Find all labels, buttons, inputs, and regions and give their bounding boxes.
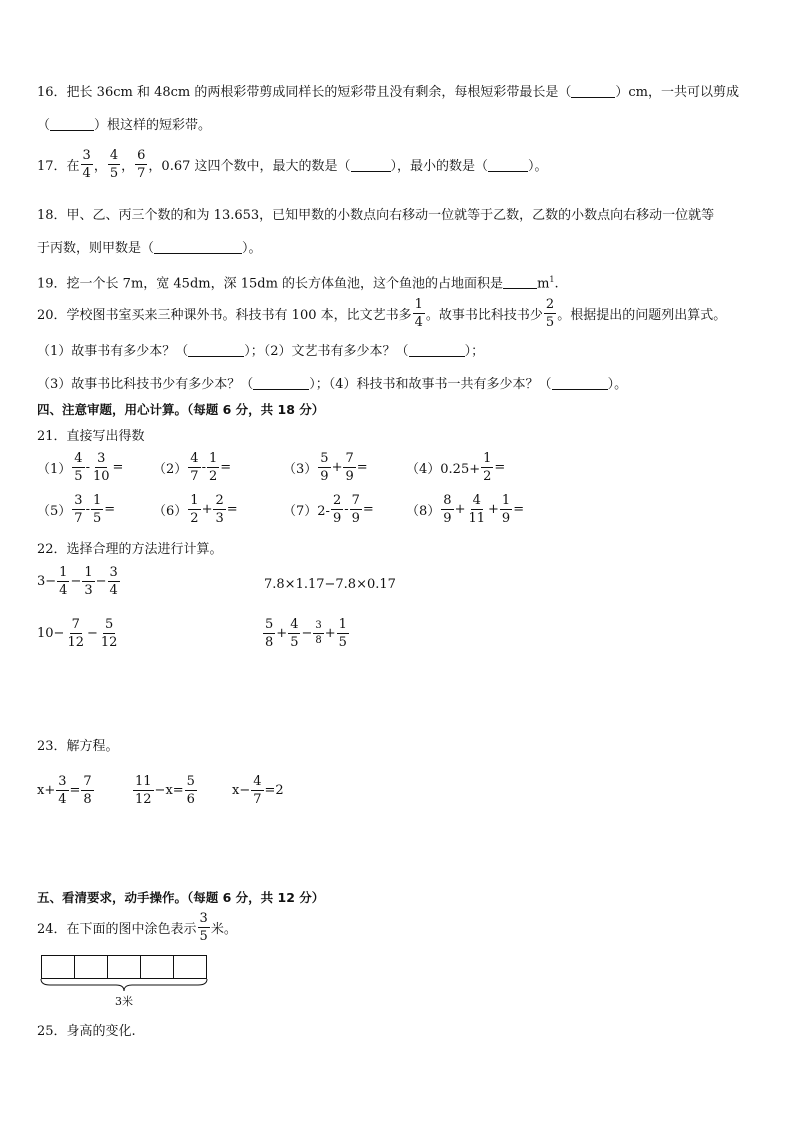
q22-expr-2: 7.8×1.17−7.8×0.17 bbox=[264, 577, 396, 592]
q20-sub2: ）；（2）文艺书有多少本？（ bbox=[244, 344, 409, 359]
q24-tail: 米。 bbox=[210, 922, 237, 937]
q20-lead: 20．学校图书室买来三种课外书。科技书有 100 本，比文艺书多 bbox=[37, 308, 412, 323]
q21-item-5: （5） $\frac{3}{7}$ - $\frac{1}{5}$ = bbox=[37, 493, 116, 526]
answer-blank[interactable] bbox=[351, 157, 391, 172]
question-16-line1 bbox=[37, 83, 739, 102]
q17-tail: ）。 bbox=[528, 159, 548, 174]
question-20-sub-a bbox=[37, 342, 484, 361]
q16-text-c: （ bbox=[37, 118, 51, 133]
question-19 bbox=[37, 271, 559, 293]
strip-3-meters bbox=[41, 955, 207, 979]
q23-equation-3: x− $\frac{4}{7}$ =2 bbox=[232, 774, 284, 807]
fraction: $\frac{6}{7}$ bbox=[137, 148, 146, 181]
q20-sub1: （1）故事书有多少本？（ bbox=[37, 344, 189, 359]
question-23-title: 23．解方程。 bbox=[37, 739, 119, 754]
answer-blank[interactable] bbox=[253, 375, 309, 390]
q19-tail: . bbox=[554, 276, 559, 292]
answer-blank[interactable] bbox=[503, 274, 537, 289]
q22-expr-1: 3− $\frac{1}{4}$ − $\frac{1}{3}$ − $\frac{3}{4}$ bbox=[37, 565, 118, 598]
fraction: $\frac{4}{5}$ bbox=[109, 148, 119, 181]
question-20 bbox=[37, 298, 726, 329]
q20-sub4: ）；（4）科技书和故事书一共有多少本？（ bbox=[309, 377, 552, 392]
answer-blank[interactable] bbox=[154, 239, 242, 254]
q18-tail: ）。 bbox=[242, 241, 262, 256]
answer-blank[interactable] bbox=[488, 157, 528, 172]
q19-lead: 19．挖一个长 7m，宽 45dm，深 15dm 的长方体鱼池，这个鱼池的占地面积是 bbox=[37, 276, 504, 292]
q17-mid2: ），最小的数是（ bbox=[390, 159, 489, 174]
fraction: $\frac{3}{5}$ bbox=[199, 911, 208, 944]
question-22-title: 22．选择合理的方法进行计算。 bbox=[37, 542, 223, 557]
q23-equation-1: x+ $\frac{3}{4}$ = $\frac{7}{8}$ bbox=[37, 774, 92, 807]
q21-item-7: （7）2- $\frac{2}{9}$ - $\frac{7}{9}$ = bbox=[283, 493, 374, 526]
q21-item-4: （4）0.25+ $\frac{1}{2}$ = bbox=[406, 451, 506, 484]
fraction: $\frac{2}{5}$ bbox=[545, 297, 555, 330]
q19-unit: m bbox=[537, 276, 550, 292]
answer-blank[interactable] bbox=[409, 342, 465, 357]
question-17 bbox=[37, 149, 548, 180]
answer-blank[interactable] bbox=[188, 342, 244, 357]
brace-label: 3米 bbox=[115, 995, 133, 1008]
q17-mid: ，0.67 这四个数中，最大的数是（ bbox=[148, 159, 351, 174]
answer-blank[interactable] bbox=[571, 83, 615, 98]
strip-cell[interactable] bbox=[107, 955, 141, 979]
brace-icon bbox=[40, 978, 208, 992]
q20-tail: 。根据提出的问题列出算式。 bbox=[557, 308, 727, 323]
q20-sub3: （3）故事书比科技书少有多少本？（ bbox=[37, 377, 254, 392]
q20-sub2-end: ）； bbox=[464, 344, 485, 359]
question-18-line2 bbox=[37, 239, 262, 258]
strip-cell[interactable] bbox=[74, 955, 108, 979]
q21-item-1: （1） $\frac{4}{5}$ - $\frac{3}{10}$ = bbox=[37, 451, 124, 484]
section-5-heading: 五、看清要求，动手操作。（每题 6 分，共 12 分） bbox=[37, 890, 325, 905]
q21-item-3: （3） $\frac{5}{9}$ + $\frac{7}{9}$ = bbox=[283, 451, 368, 484]
q21-item-2: （2） $\frac{4}{7}$ - $\frac{1}{2}$ = bbox=[153, 451, 232, 484]
q22-expr-3: 10− $\frac{7}{12}$ − $\frac{5}{12}$ bbox=[37, 617, 118, 650]
q19-sup: 1 bbox=[549, 275, 555, 284]
q22-expr-4: $\frac{5}{8}$ + $\frac{4}{5}$ − $\frac{3}{8}$ + $\frac{1}{5}$ bbox=[265, 617, 347, 650]
answer-blank[interactable] bbox=[552, 375, 608, 390]
q21-item-8: （8） $\frac{8}{9}$ + $\frac{4}{11}$ + $\frac{1}{9}$ = bbox=[406, 493, 525, 526]
q18-lead: 于丙数，则甲数是（ bbox=[37, 241, 155, 256]
q20-sub4-end: ）。 bbox=[607, 377, 628, 392]
fraction: $\frac{1}{4}$ bbox=[414, 297, 423, 330]
q24-lead: 24．在下面的图中涂色表示 bbox=[37, 922, 197, 937]
q16-text-b: ）cm，一共可以剪成 bbox=[615, 85, 739, 100]
question-21-title: 21．直接写出得数 bbox=[37, 429, 145, 444]
comma: ， bbox=[93, 159, 107, 174]
q20-mid: 。故事书比科技书少 bbox=[425, 308, 543, 323]
strip-cell[interactable] bbox=[173, 955, 207, 979]
question-16-line2 bbox=[37, 116, 211, 135]
q23-equation-2: $\frac{11}{12}$ −x= $\frac{5}{6}$ bbox=[135, 774, 195, 807]
answer-blank[interactable] bbox=[50, 116, 94, 131]
q16-text-a: 16．把长 36cm 和 48cm 的两根彩带剪成同样长的短彩带且没有剩余，每根短彩带最长是（ bbox=[37, 85, 572, 100]
question-20-sub-b bbox=[37, 375, 627, 394]
q17-lead: 17．在 bbox=[37, 159, 80, 174]
strip-cell[interactable] bbox=[140, 955, 174, 979]
comma: ， bbox=[121, 159, 135, 174]
section-4-heading: 四、注意审题，用心计算。（每题 6 分，共 18 分） bbox=[37, 402, 325, 417]
fraction: $\frac{3}{4}$ bbox=[82, 148, 91, 181]
strip-cell[interactable] bbox=[41, 955, 75, 979]
question-24 bbox=[37, 912, 237, 943]
question-18-line1: 18．甲、乙、丙三个数的和为 13.653，已知甲数的小数点向右移动一位就等于乙数，乙数的小数点向右移动一位就等 bbox=[37, 208, 715, 223]
q16-text-d: ）根这样的短彩带。 bbox=[94, 118, 212, 133]
q21-item-6: （6） $\frac{1}{2}$ + $\frac{2}{3}$ = bbox=[153, 493, 238, 526]
question-25: 25．身高的变化. bbox=[37, 1024, 136, 1039]
